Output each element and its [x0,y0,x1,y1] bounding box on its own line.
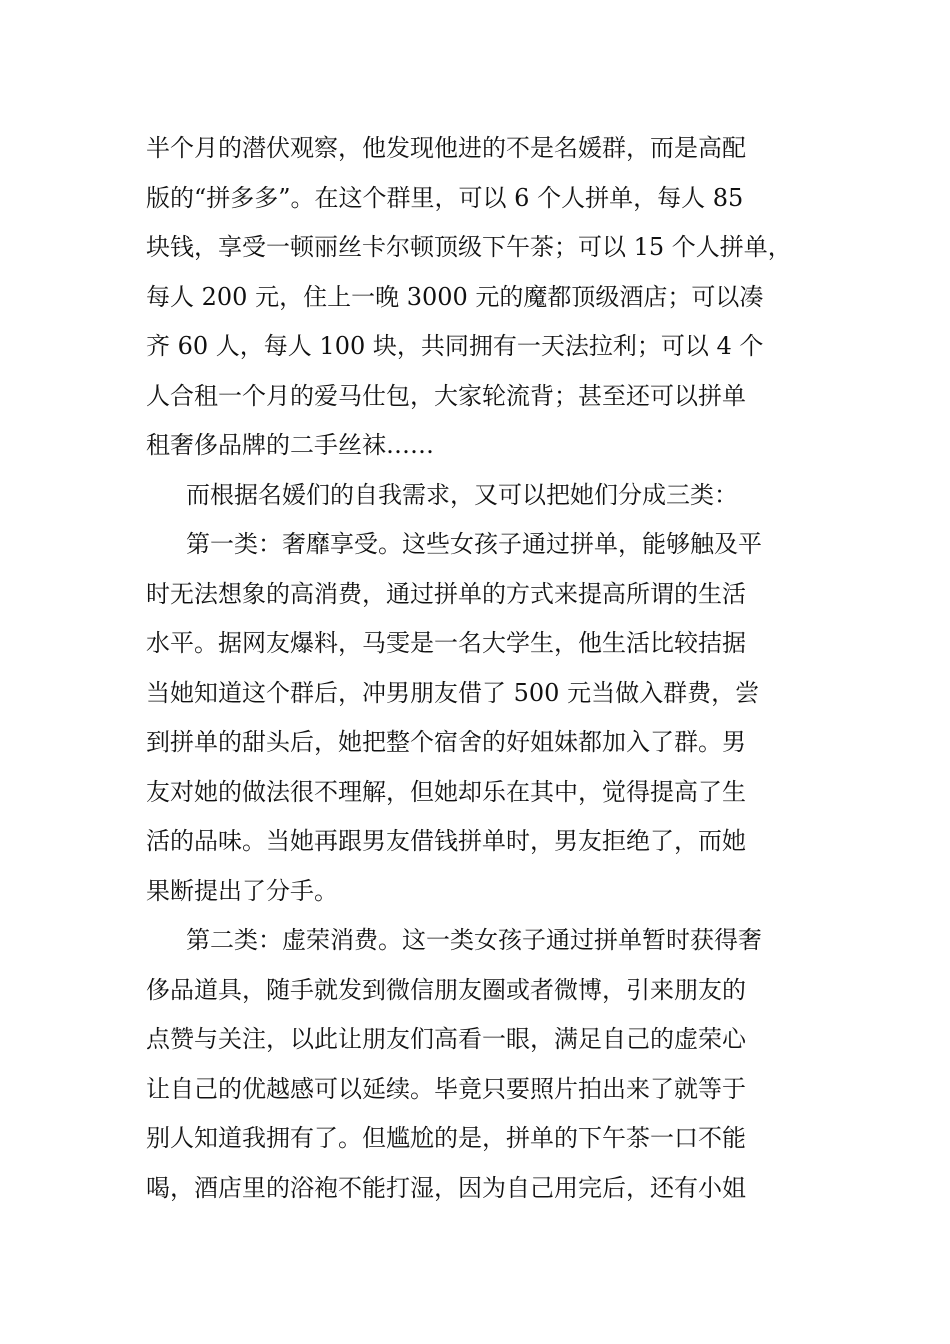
paragraph-start-line: 第二类：虚荣消费。这一类女孩子通过拼单暂时获得奢 [186,926,762,954]
body-text [146,124,826,1213]
text-line: 每人 200 元，住上一晚 3000 元的魔都顶级酒店；可以凑 [146,282,764,311]
text-line: 果断提出了分手。 [146,876,338,905]
paragraph-start-line: 第一类：奢靡享受。这些女孩子通过拼单，能够触及平 [186,530,762,558]
text-line: 活的品味。当她再跟男友借钱拼单时，男友拒绝了，而她 [146,827,746,855]
text-line: 到拼单的甜头后，她把整个宿舍的好姐妹都加入了群。男 [146,728,746,756]
text-line: 时无法想象的高消费，通过拼单的方式来提高所谓的生活 [146,579,746,608]
text-line: 齐 60 人，每人 100 块，共同拥有一天法拉利；可以 4 个 [146,332,764,360]
text-line: 水平。据网友爆料，马雯是一名大学生，他生活比较拮据 [146,629,746,657]
text-line: 点赞与关注，以此让朋友们高看一眼，满足自己的虚荣心 [146,1025,746,1053]
paragraph-start-line: 而根据名媛们的自我需求，又可以把她们分成三类： [186,480,738,509]
text-line: 版的“拼多多”。在这个群里，可以 6 个人拼单，每人 85 [146,183,744,212]
text-line: 当她知道这个群后，冲男朋友借了 500 元当做入群费，尝 [146,678,760,707]
text-line: 喝，酒店里的浴袍不能打湿，因为自己用完后，还有小姐 [146,1173,746,1202]
text-line: 友对她的做法很不理解，但她却乐在其中，觉得提高了生 [146,777,746,806]
text-line: 让自己的优越感可以延续。毕竟只要照片拍出来了就等于 [146,1074,746,1103]
text-line: 租奢侈品牌的二手丝袜…… [146,431,434,459]
text-line: 人合租一个月的爱马仕包，大家轮流背；甚至还可以拼单 [146,381,746,410]
text-line: 半个月的潜伏观察，他发现他进的不是名媛群，而是高配 [146,134,746,162]
text-line: 别人知道我拥有了。但尴尬的是，拼单的下午茶一口不能 [146,1124,746,1152]
text-line: 块钱，享受一顿丽丝卡尔顿顶级下午茶；可以 15 个人拼单， [146,233,792,261]
text-line: 侈品道具，随手就发到微信朋友圈或者微博，引来朋友的 [146,975,746,1004]
